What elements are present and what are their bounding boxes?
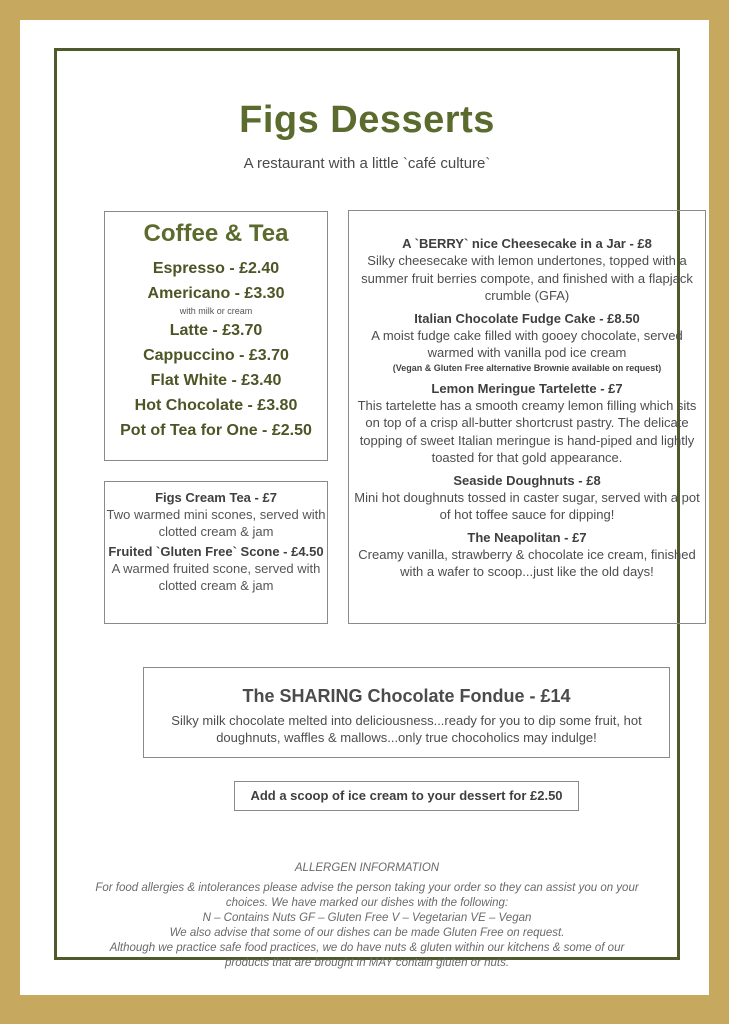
allergen-line: For food allergies & intolerances please advise the person taking your order so they can assist you on your choices. We have marked our dishes with the following: bbox=[95, 882, 639, 909]
cream-tea-section bbox=[104, 481, 328, 624]
fondue-section bbox=[143, 667, 670, 758]
ice-cream-addon: Add a scoop of ice cream to your dessert for £2.50 bbox=[234, 781, 579, 811]
page-subtitle: A restaurant with a little `café culture` bbox=[243, 155, 491, 172]
allergen-line: N – Contains Nuts GF – Gluten Free V – Vegetarian VE – Vegan bbox=[202, 912, 532, 924]
allergen-heading: ALLERGEN INFORMATION bbox=[294, 862, 440, 874]
menu-item: Espresso - £2.40 bbox=[152, 260, 280, 277]
menu-item: Cappuccino - £3.70 bbox=[143, 347, 289, 364]
menu-item: Flat White - £3.40 bbox=[150, 372, 282, 389]
item-name: The Neapolitan - £7 bbox=[467, 529, 587, 545]
allergen-info bbox=[87, 861, 647, 971]
menu-item: Hot Chocolate - £3.80 bbox=[134, 397, 298, 414]
item-description: Two warmed mini scones, served with clotted cream & jam bbox=[106, 507, 326, 539]
item-name: Fruited `Gluten Free` Scone - £4.50 bbox=[108, 544, 324, 559]
item-name: Figs Cream Tea - £7 bbox=[155, 490, 277, 505]
item-name: The SHARING Chocolate Fondue - £14 bbox=[242, 686, 571, 706]
menu-item: Latte - £3.70 bbox=[169, 322, 263, 339]
item-name: A `BERRY` nice Cheesecake in a Jar - £8 bbox=[402, 236, 652, 251]
item-note: (Vegan & Gluten Free alternative Brownie available on request) bbox=[392, 362, 662, 373]
item-name: Lemon Meringue Tartelette - £7 bbox=[431, 380, 623, 396]
item-name: Italian Chocolate Fudge Cake - £8.50 bbox=[414, 310, 640, 326]
menu-frame bbox=[54, 48, 700, 969]
item-description: This tartelette has a smooth creamy lemon filling which sits on top of a crisp all-butter shortcrust pastry. The delicate topping of sweet Italian meringue is hand-piped and lightly toasted for that gold appearance. bbox=[357, 397, 697, 465]
item-name: Seaside Doughnuts - £8 bbox=[453, 472, 601, 488]
allergen-line: Although we practice safe food practices, we do have nuts & gluten within our kitchens & some of our products that are brought in MAY contain gluten or nuts. bbox=[109, 942, 625, 969]
coffee-tea-section bbox=[104, 211, 328, 461]
menu-item: Americano - £3.30 bbox=[147, 285, 285, 302]
item-description: Mini hot doughnuts tossed in caster sugar, served with a pot of hot toffee sauce for dipping! bbox=[354, 489, 700, 522]
allergen-line: We also advise that some of our dishes can be made Gluten Free on request. bbox=[169, 927, 565, 939]
item-description: A warmed fruited scone, served with clotted cream & jam bbox=[111, 561, 321, 593]
menu-item: Pot of Tea for One - £2.50 bbox=[120, 422, 312, 439]
desserts-section bbox=[348, 210, 706, 624]
section-heading: Coffee & Tea bbox=[143, 220, 289, 247]
menu-page bbox=[20, 20, 709, 995]
item-description: A moist fudge cake filled with gooey chocolate, served warmed with vanilla pod ice cream bbox=[371, 327, 683, 360]
page-title: Figs Desserts bbox=[239, 99, 495, 141]
item-description: Silky milk chocolate melted into deliciousness...ready for you to dip some fruit, hot doughnuts, waffles & mallows...only true chocoholics may indulge! bbox=[171, 713, 642, 745]
item-note: with milk or cream bbox=[179, 306, 253, 316]
item-description: Creamy vanilla, strawberry & chocolate ice cream, finished with a wafer to scoop...just like the old days! bbox=[358, 546, 696, 579]
item-description: Silky cheesecake with lemon undertones, topped with a summer fruit berries compote, and finished with a flapjack crumble (GFA) bbox=[361, 253, 693, 303]
